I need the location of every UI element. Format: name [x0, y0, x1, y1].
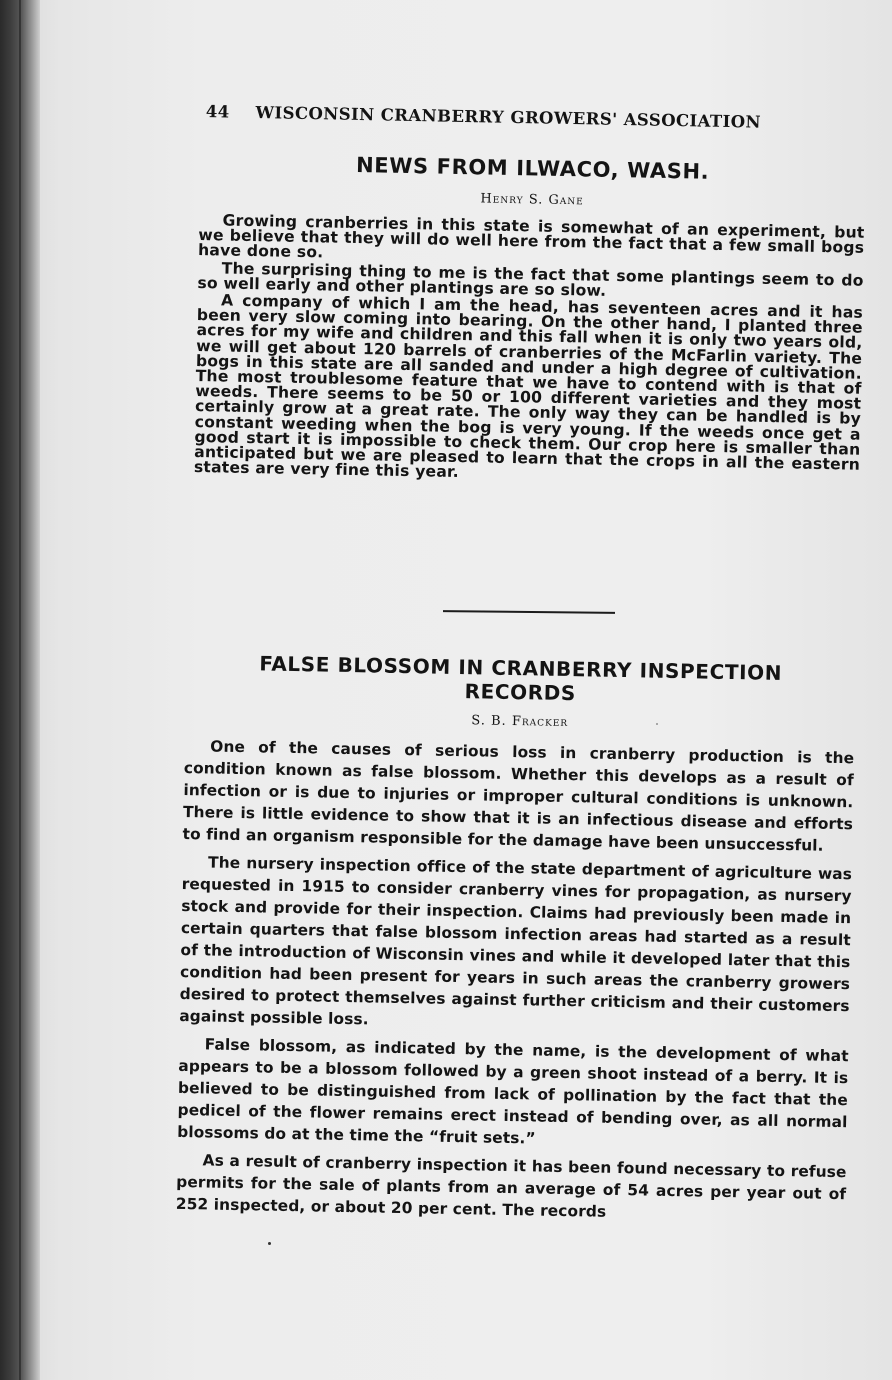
page-number: 44 — [205, 102, 230, 122]
print-speck — [268, 1242, 271, 1245]
binding-shadow-line — [19, 0, 21, 1380]
article-paragraph: One of the causes of serious loss in cranberry production is the condition known as false blossom. Whether this develops as a result of infection or is due to injuries or improper cultural conditions is unknown. There is little evidence to show that it is an infectious disease and efforts to find an organism responsible for the damage have been unsuccessful. — [182, 737, 855, 855]
article-paragraph: As a result of cranberry inspection it has been found necessary to refuse permits for the sale of plants from an average of 54 acres per year out of 252 inspected, or about 20 per cent. The records — [175, 1151, 847, 1221]
article-paragraph: False blossom, as indicated by the name, is the development of what appears to be a blossom followed by a green shoot instead of a berry. It is believed to be distinguished from lack of pollination by the fact that the pedicel of the flower remains erect instead of bending over, as all normal blossoms do at the time the “fruit sets.” — [177, 1035, 849, 1148]
article-author: S. B. Fracker — [471, 713, 569, 731]
section-divider-rule — [443, 610, 615, 614]
article-false-blossom — [176, 650, 856, 1233]
article-author: Henry S. Gane — [480, 191, 584, 209]
article-paragraph: The nursery inspection office of the state department of agriculture was requested in 1915 to consider cranberry vines for propagation, as nursery stock and provide for their inspection. Claims had previously been made in certain quarters that false blossom infection areas had started as a result of the introduction of Wisconsin vines and while it developed later that this condition had been present for years in such areas the cranberry growers desired to protect themselves against further criticism and their customers against possible loss. — [179, 853, 853, 1029]
article-paragraph: Growing cranberries in this state is somewhat of an experiment, but we believe that they will do well here from the fact that a few small bogs have done so. — [197, 211, 865, 262]
journal-title: WISCONSIN CRANBERRY GROWERS' ASSOCIATION — [255, 102, 762, 132]
article-title — [185, 650, 856, 710]
article-ilwaco — [194, 150, 866, 490]
article-paragraph: The surprising thing to me is the fact that some plantings seem to do so well early and other plantings are so slow. — [197, 259, 864, 300]
article-title: NEWS FROM ILWACO, WASH. — [355, 153, 710, 184]
article-paragraph: A company of which I am the head, has seventeen acres and it has been very slow coming into bearing. On the other hand, I planted three acres for my wife and children and this fall when it is only two years old, we will get about 120 barrels of cranberries of the McFarlin variety. The bogs in this state are all sanded and under a high degree of cultivation. The most troublesome feature that we have to contend with is that of weeds. There seems to be 50 or 100 different varieties and they most certainly grow at a great rate. The only way they can be handled is by constant weeding when the bog is very young. If the weeds once get a good start it is impossible to check them. Our crop here is smaller than anticipated but we are pleased to learn that the crops in all the eastern states are very fine this year. — [193, 291, 864, 482]
article-title-line: RECORDS — [464, 679, 577, 706]
article-title-line: FALSE BLOSSOM IN CRANBERRY INSPECTION — [259, 651, 783, 685]
print-speck — [656, 723, 658, 725]
running-head — [206, 102, 816, 133]
